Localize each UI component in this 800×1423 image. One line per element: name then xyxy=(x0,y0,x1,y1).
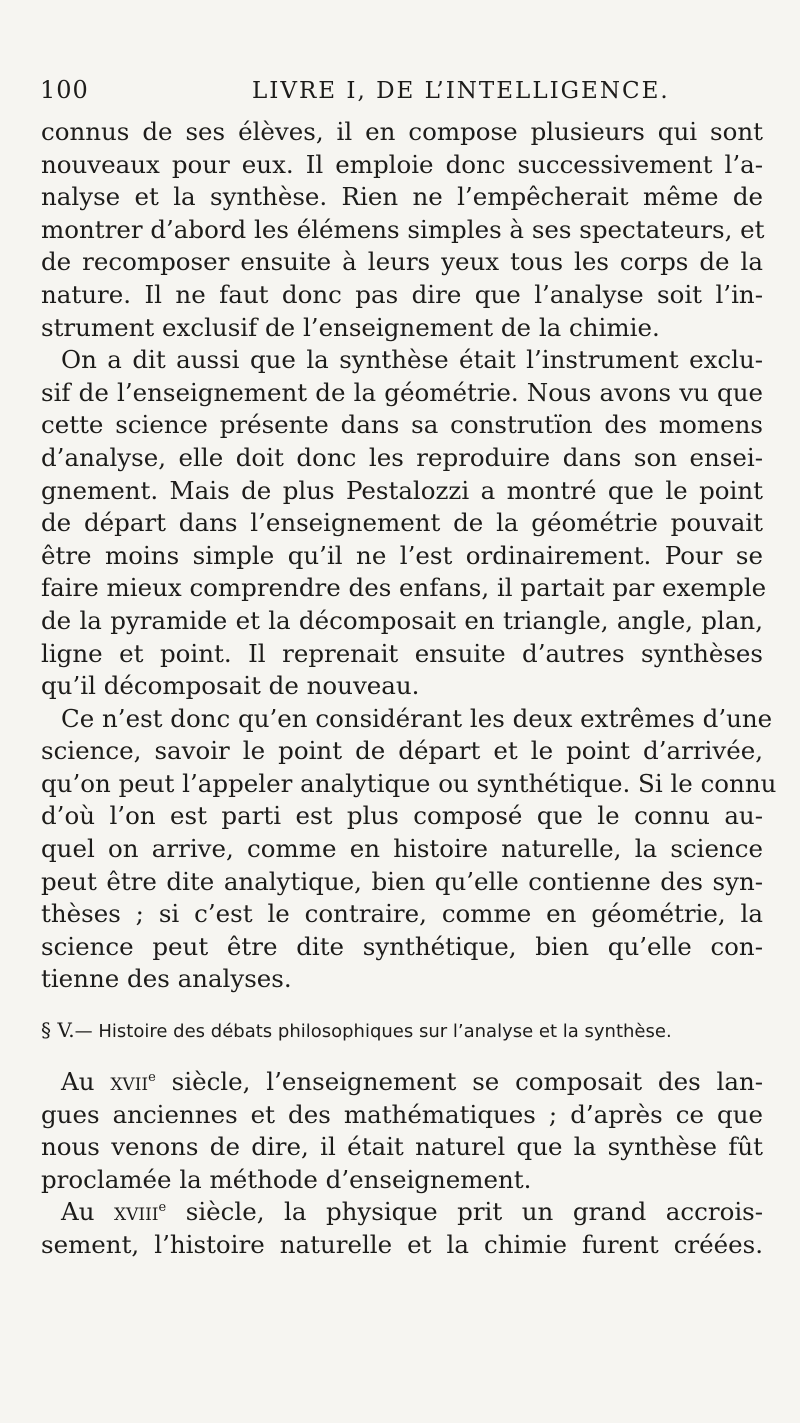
paragraph-2 xyxy=(41,344,767,703)
paragraph-3 xyxy=(41,703,777,996)
text-line: d’analyse, elle doit donc les reproduire dans son ensei- xyxy=(41,442,763,472)
section-title: — Histoire des débats philosophiques sur l’analyse et la synthèse. xyxy=(74,1021,672,1043)
text-line: connus de ses élèves, il en compose plusieurs qui sont xyxy=(41,117,763,146)
text-line: gues anciennes et des mathématiques ; d’après ce que xyxy=(41,1099,763,1129)
text-line: faire mieux comprendre des enfans, il partait par exemple xyxy=(41,573,767,603)
section-number: § V. xyxy=(41,1018,75,1043)
text-line: être moins simple qu’il ne l’est ordinairement. Pour se xyxy=(41,540,763,570)
running-head: LIVRE I, DE L’INTELLIGENCE. xyxy=(252,78,670,104)
superscript: e xyxy=(158,1200,167,1216)
text-line: de départ dans l’enseignement de la géométrie pouvait xyxy=(41,508,763,538)
text-line: strument exclusif de l’enseignement de la chimie. xyxy=(41,312,660,342)
text-line: nature. Il ne faut donc pas dire que l’analyse soit l’in- xyxy=(41,279,763,309)
text-line xyxy=(41,1196,763,1229)
text-line: sement, l’histoire naturelle et la chimie furent créées. xyxy=(41,1230,763,1259)
superscript: e xyxy=(148,1070,156,1086)
text-fragment: Au xyxy=(61,1067,111,1097)
text-line: proclamée la méthode d’enseignement. xyxy=(41,1164,532,1194)
body-text xyxy=(41,116,777,1262)
text-line: ligne et point. Il reprenait ensuite d’autres synthèses xyxy=(41,638,763,668)
text-line: de recomposer ensuite à leurs yeux tous les corps de la xyxy=(41,247,763,277)
paragraph-1 xyxy=(41,116,763,344)
text-line xyxy=(41,1066,763,1099)
section-heading xyxy=(41,1018,763,1044)
page-header xyxy=(40,76,766,120)
text-fragment: Au xyxy=(61,1197,114,1227)
text-line: gnement. Mais de plus Pestalozzi a montré que le point xyxy=(41,475,763,505)
text-fragment: siècle, l’enseignement se composait des lan- xyxy=(155,1067,763,1097)
page-number: 100 xyxy=(40,76,89,104)
text-line: thèses ; si c’est le contraire, comme en géométrie, la xyxy=(41,899,763,929)
text-line: nouveaux pour eux. Il emploie donc successivement l’a- xyxy=(41,149,763,179)
text-line: On a dit aussi que la synthèse était l’instrument exclu- xyxy=(61,345,763,375)
century-numeral: xviii xyxy=(114,1197,159,1227)
text-line: d’où l’on est parti est plus composé que le connu au- xyxy=(41,801,763,831)
text-line: cette science présente dans sa construtïon des momens xyxy=(41,410,763,440)
text-line: tienne des analyses. xyxy=(41,964,292,994)
text-line: science peut être dite synthétique, bien qu’elle con- xyxy=(41,931,763,961)
text-line: sif de l’enseignement de la géométrie. Nous avons vu que xyxy=(41,377,763,407)
paragraph-4 xyxy=(41,1066,763,1196)
text-line: nous venons de dire, il était naturel que la synthèse fût xyxy=(41,1132,763,1162)
text-line: quel on arrive, comme en histoire naturelle, la science xyxy=(41,834,763,864)
text-line: montrer d’abord les élémens simples à ses spectateurs, et xyxy=(41,214,765,244)
text-line: qu’on peut l’appeler analytique ou synthétique. Si le connu xyxy=(41,768,777,798)
text-line: qu’il décomposait de nouveau. xyxy=(41,671,420,701)
text-line: Ce n’est donc qu’en considérant les deux extrêmes d’une xyxy=(61,703,773,733)
paragraph-5 xyxy=(41,1196,763,1261)
text-line: peut être dite analytique, bien qu’elle contienne des syn- xyxy=(41,866,763,896)
century-numeral: xvii xyxy=(110,1067,149,1097)
text-fragment: siècle, la physique prit un grand accrois- xyxy=(166,1197,763,1227)
text-line: nalyse et la synthèse. Rien ne l’empêcherait même de xyxy=(41,182,763,212)
text-line: science, savoir le point de départ et le point d’arrivée, xyxy=(41,736,763,766)
text-line: de la pyramide et la décomposait en triangle, angle, plan, xyxy=(41,605,763,635)
